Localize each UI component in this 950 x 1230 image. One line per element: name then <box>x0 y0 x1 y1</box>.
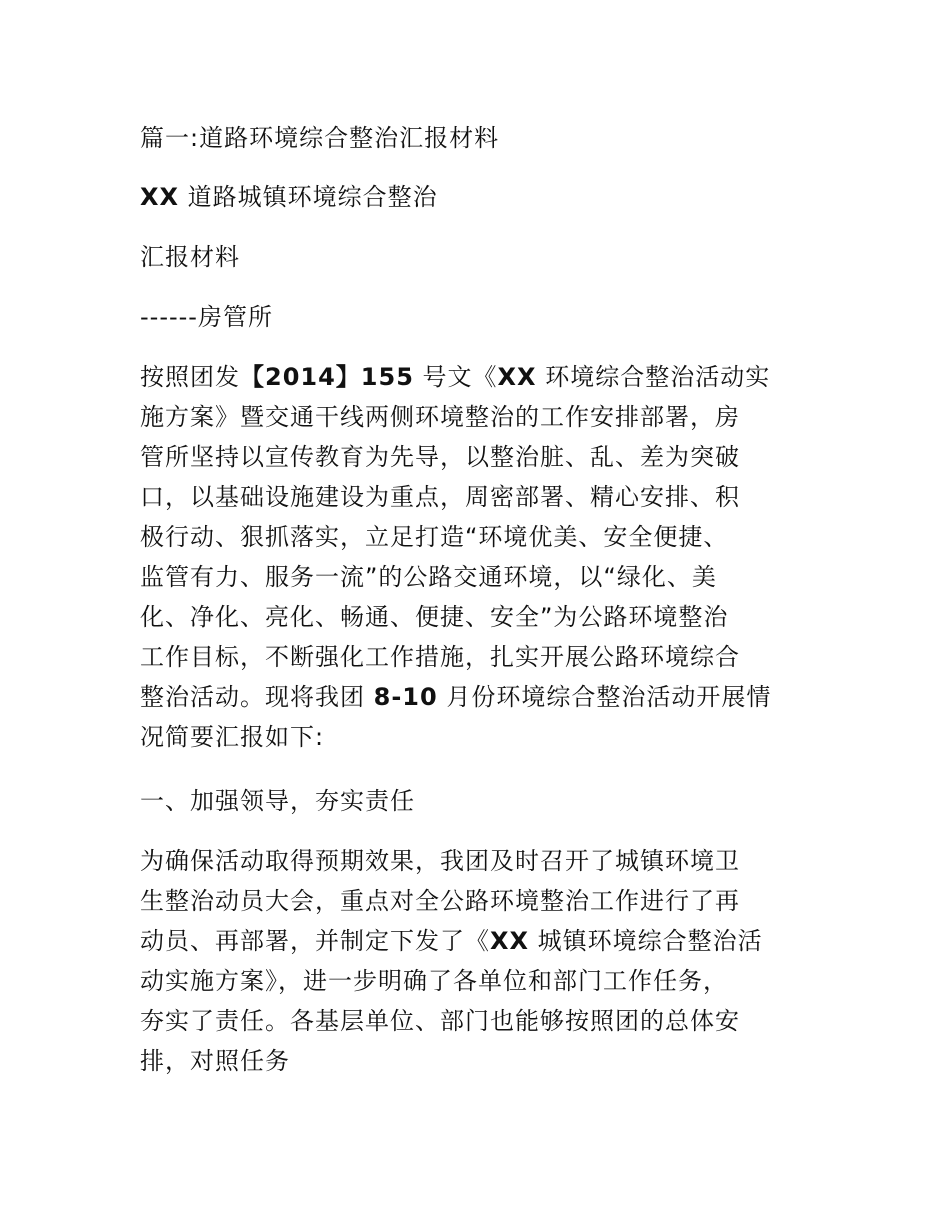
intro-text: 号文《 <box>413 363 498 391</box>
intro-line: 施方案》暨交通干线两侧环境整治的工作安排部署，房 <box>140 403 740 431</box>
intro-text: 环境综合整治活动实 <box>536 363 771 391</box>
title-code: XX <box>140 183 180 211</box>
intro-code: XX <box>497 363 537 391</box>
section-line: 排，对照任务 <box>140 1047 290 1075</box>
intro-line: 化、净化、亮化、畅通、便捷、安全”为公路环境整治 <box>140 603 729 631</box>
section-paragraph <box>140 841 812 1081</box>
intro-line: 极行动、狠抓落实，立足打造“环境优美、安全便捷、 <box>140 523 729 551</box>
section-line: 为确保活动取得预期效果，我团及时召开了城镇环境卫 <box>140 847 740 875</box>
section-line <box>140 921 812 961</box>
document-subtitle: 汇报材料 <box>140 243 240 271</box>
document-heading: 篇一:道路环境综合整治汇报材料 <box>140 124 500 152</box>
section-heading: 一、加强领导，夯实责任 <box>140 787 415 815</box>
intro-line: 管所坚持以宣传教育为先导，以整治脏、乱、差为突破 <box>140 443 740 471</box>
intro-text: 月份环境综合整治活动开展情 <box>437 683 772 711</box>
section-text: 动员、再部署，并制定下发了《 <box>140 927 490 955</box>
section-line: 动实施方案》，进一步明确了各单位和部门工作任务， <box>140 967 728 995</box>
document-author: ------房管所 <box>140 303 273 331</box>
intro-line: 监管有力、服务一流”的公路交通环境，以“绿化、美 <box>140 563 717 591</box>
intro-line: 口，以基础设施建设为重点，周密部署、精心安排、积 <box>140 483 740 511</box>
section-text: 城镇环境综合整治活 <box>529 927 763 955</box>
intro-line: 况简要汇报如下: <box>140 723 325 751</box>
intro-line: 工作目标，不断强化工作措施，扎实开展公路环境综合 <box>140 643 740 671</box>
intro-line <box>140 677 812 717</box>
title-text: 道路城镇环境综合整治 <box>179 183 438 211</box>
section-line: 生整治动员大会，重点对全公路环境整治工作进行了再 <box>140 887 740 915</box>
intro-text: 整治活动。现将我团 <box>140 683 374 711</box>
intro-paragraph <box>140 357 812 757</box>
section-code: XX <box>490 927 530 955</box>
document-title <box>140 177 438 217</box>
month-range: 8-10 <box>373 683 438 711</box>
section-line: 夯实了责任。各基层单位、部门也能够按照团的总体安 <box>140 1007 740 1035</box>
document-number: 【2014】155 <box>240 363 414 391</box>
intro-text: 按照团发 <box>140 363 240 391</box>
intro-line <box>140 357 812 397</box>
